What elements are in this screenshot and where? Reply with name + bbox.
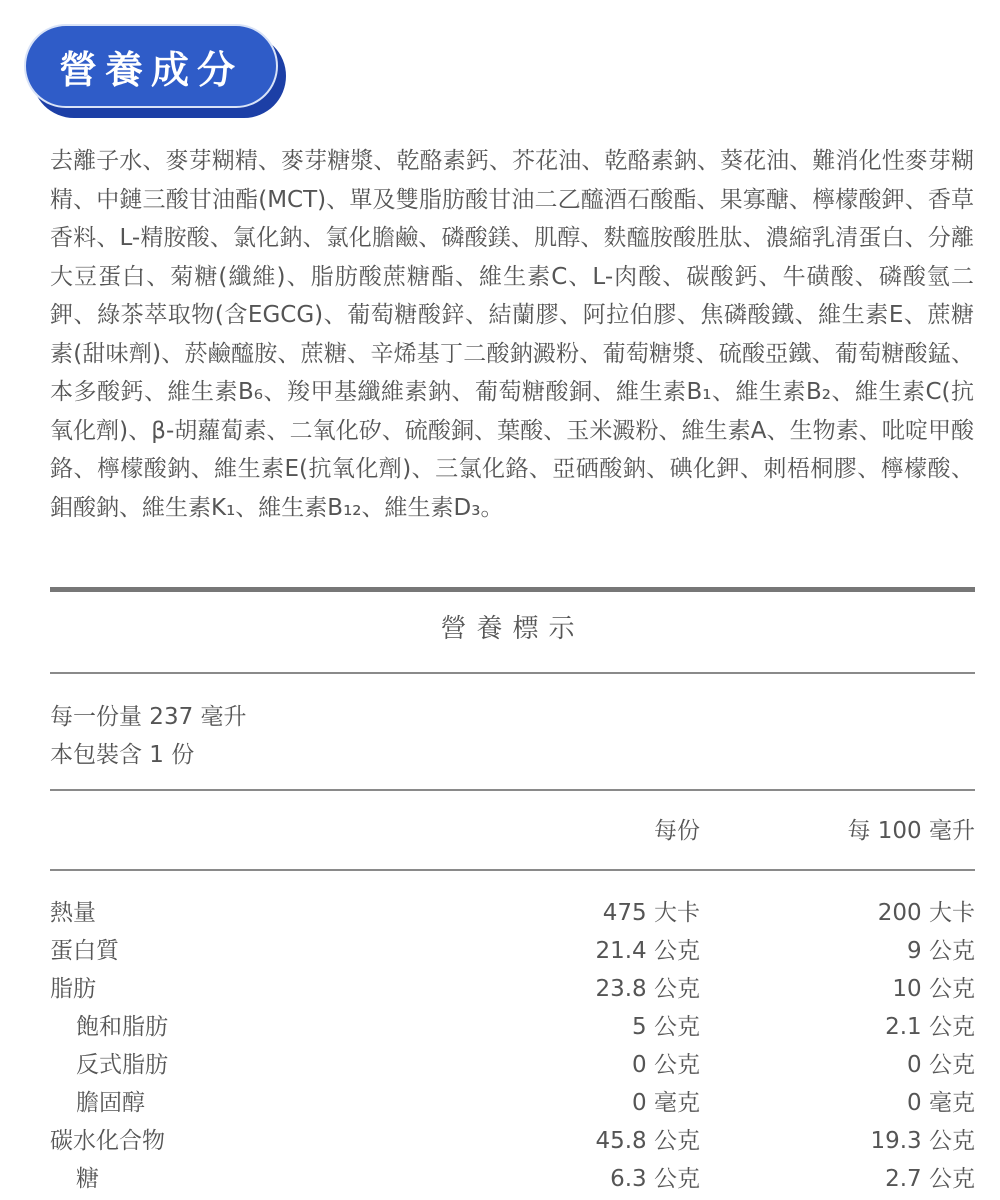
value-per-100ml: 0 公克 bbox=[907, 1052, 975, 1078]
nutrition-table-title: 營養標示 bbox=[440, 614, 585, 644]
nutrient-name: 糖 bbox=[76, 1166, 99, 1192]
serving-size: 每一份量 237 毫升 bbox=[50, 704, 247, 730]
divider bbox=[50, 672, 975, 674]
value-per-100ml: 200 大卡 bbox=[877, 900, 975, 926]
section-badge bbox=[24, 24, 286, 120]
nutrient-name: 蛋白質 bbox=[50, 938, 119, 964]
table-row bbox=[50, 970, 975, 1008]
nutrient-name: 反式脂肪 bbox=[76, 1052, 168, 1078]
value-per-serving: 21.4 公克 bbox=[595, 938, 700, 964]
value-per-serving: 23.8 公克 bbox=[595, 976, 700, 1002]
divider bbox=[50, 789, 975, 791]
value-per-100ml: 0 毫克 bbox=[907, 1090, 975, 1116]
value-per-100ml: 2.7 公克 bbox=[885, 1166, 975, 1192]
value-per-serving: 45.8 公克 bbox=[595, 1128, 700, 1154]
nutrient-name: 熱量 bbox=[50, 900, 96, 926]
column-header-per-100ml: 每 100 毫升 bbox=[847, 818, 975, 844]
section-badge-label: 營養成分 bbox=[24, 24, 278, 108]
nutrient-name: 碳水化合物 bbox=[50, 1128, 165, 1154]
value-per-serving: 0 毫克 bbox=[632, 1090, 700, 1116]
table-row bbox=[50, 932, 975, 970]
table-row bbox=[50, 1160, 975, 1198]
table-row bbox=[50, 1084, 975, 1122]
table-row bbox=[50, 1122, 975, 1160]
column-header-per-serving: 每份 bbox=[654, 818, 700, 844]
value-per-serving: 6.3 公克 bbox=[610, 1166, 700, 1192]
value-per-100ml: 2.1 公克 bbox=[885, 1014, 975, 1040]
ingredients-list: 去離子水、麥芽糊精、麥芽糖漿、乾酪素鈣、芥花油、乾酪素鈉、葵花油、難消化性麥芽糊精、中鏈三酸甘油酯(MCT)、單及雙脂肪酸甘油二乙醯酒石酸酯、果寡醣、檸檬酸鉀、香草香料、L-精胺酸、氯化鈉、氯化膽鹼、磷酸鎂、肌醇、麩醯胺酸胜肽、濃縮乳清蛋白、分離大豆蛋白、菊糖(纖維)、脂肪酸蔗糖酯、維生素C、L-肉酸、碳酸鈣、牛磺酸、磷酸氫二鉀、綠茶萃取物(含EGCG)、葡萄糖酸鋅、結蘭膠、阿拉伯膠、焦磷酸鐵、維生素E、蔗糖素(甜味劑)、菸鹼醯胺、蔗糖、辛烯基丁二酸鈉澱粉、葡萄糖漿、硫酸亞鐵、葡萄糖酸錳、本多酸鈣、維生素B₆、羧甲基纖維素鈉、葡萄糖酸銅、維生素B₁、維生素B₂、維生素C(抗氧化劑)、β-胡蘿蔔素、二氧化矽、硫酸銅、葉酸、玉米澱粉、維生素A、生物素、吡啶甲酸鉻、檸檬酸鈉、維生素E(抗氧化劑)、三氯化鉻、亞硒酸鈉、碘化鉀、刺梧桐膠、檸檬酸、鉬酸鈉、維生素K₁、維生素B₁₂、維生素D₃。 bbox=[50, 148, 974, 521]
value-per-100ml: 9 公克 bbox=[907, 938, 975, 964]
value-per-100ml: 19.3 公克 bbox=[870, 1128, 975, 1154]
table-row bbox=[50, 1008, 975, 1046]
nutrient-name: 飽和脂肪 bbox=[76, 1014, 168, 1040]
value-per-serving: 0 公克 bbox=[632, 1052, 700, 1078]
table-row bbox=[50, 894, 975, 932]
divider-thick bbox=[50, 587, 975, 592]
nutrient-name: 膽固醇 bbox=[76, 1090, 145, 1116]
nutrient-name: 脂肪 bbox=[50, 976, 96, 1002]
value-per-100ml: 10 公克 bbox=[892, 976, 975, 1002]
divider bbox=[50, 869, 975, 871]
servings-per-pack: 本包裝含 1 份 bbox=[50, 742, 195, 768]
table-row bbox=[50, 1046, 975, 1084]
value-per-serving: 5 公克 bbox=[632, 1014, 700, 1040]
value-per-serving: 475 大卡 bbox=[602, 900, 700, 926]
